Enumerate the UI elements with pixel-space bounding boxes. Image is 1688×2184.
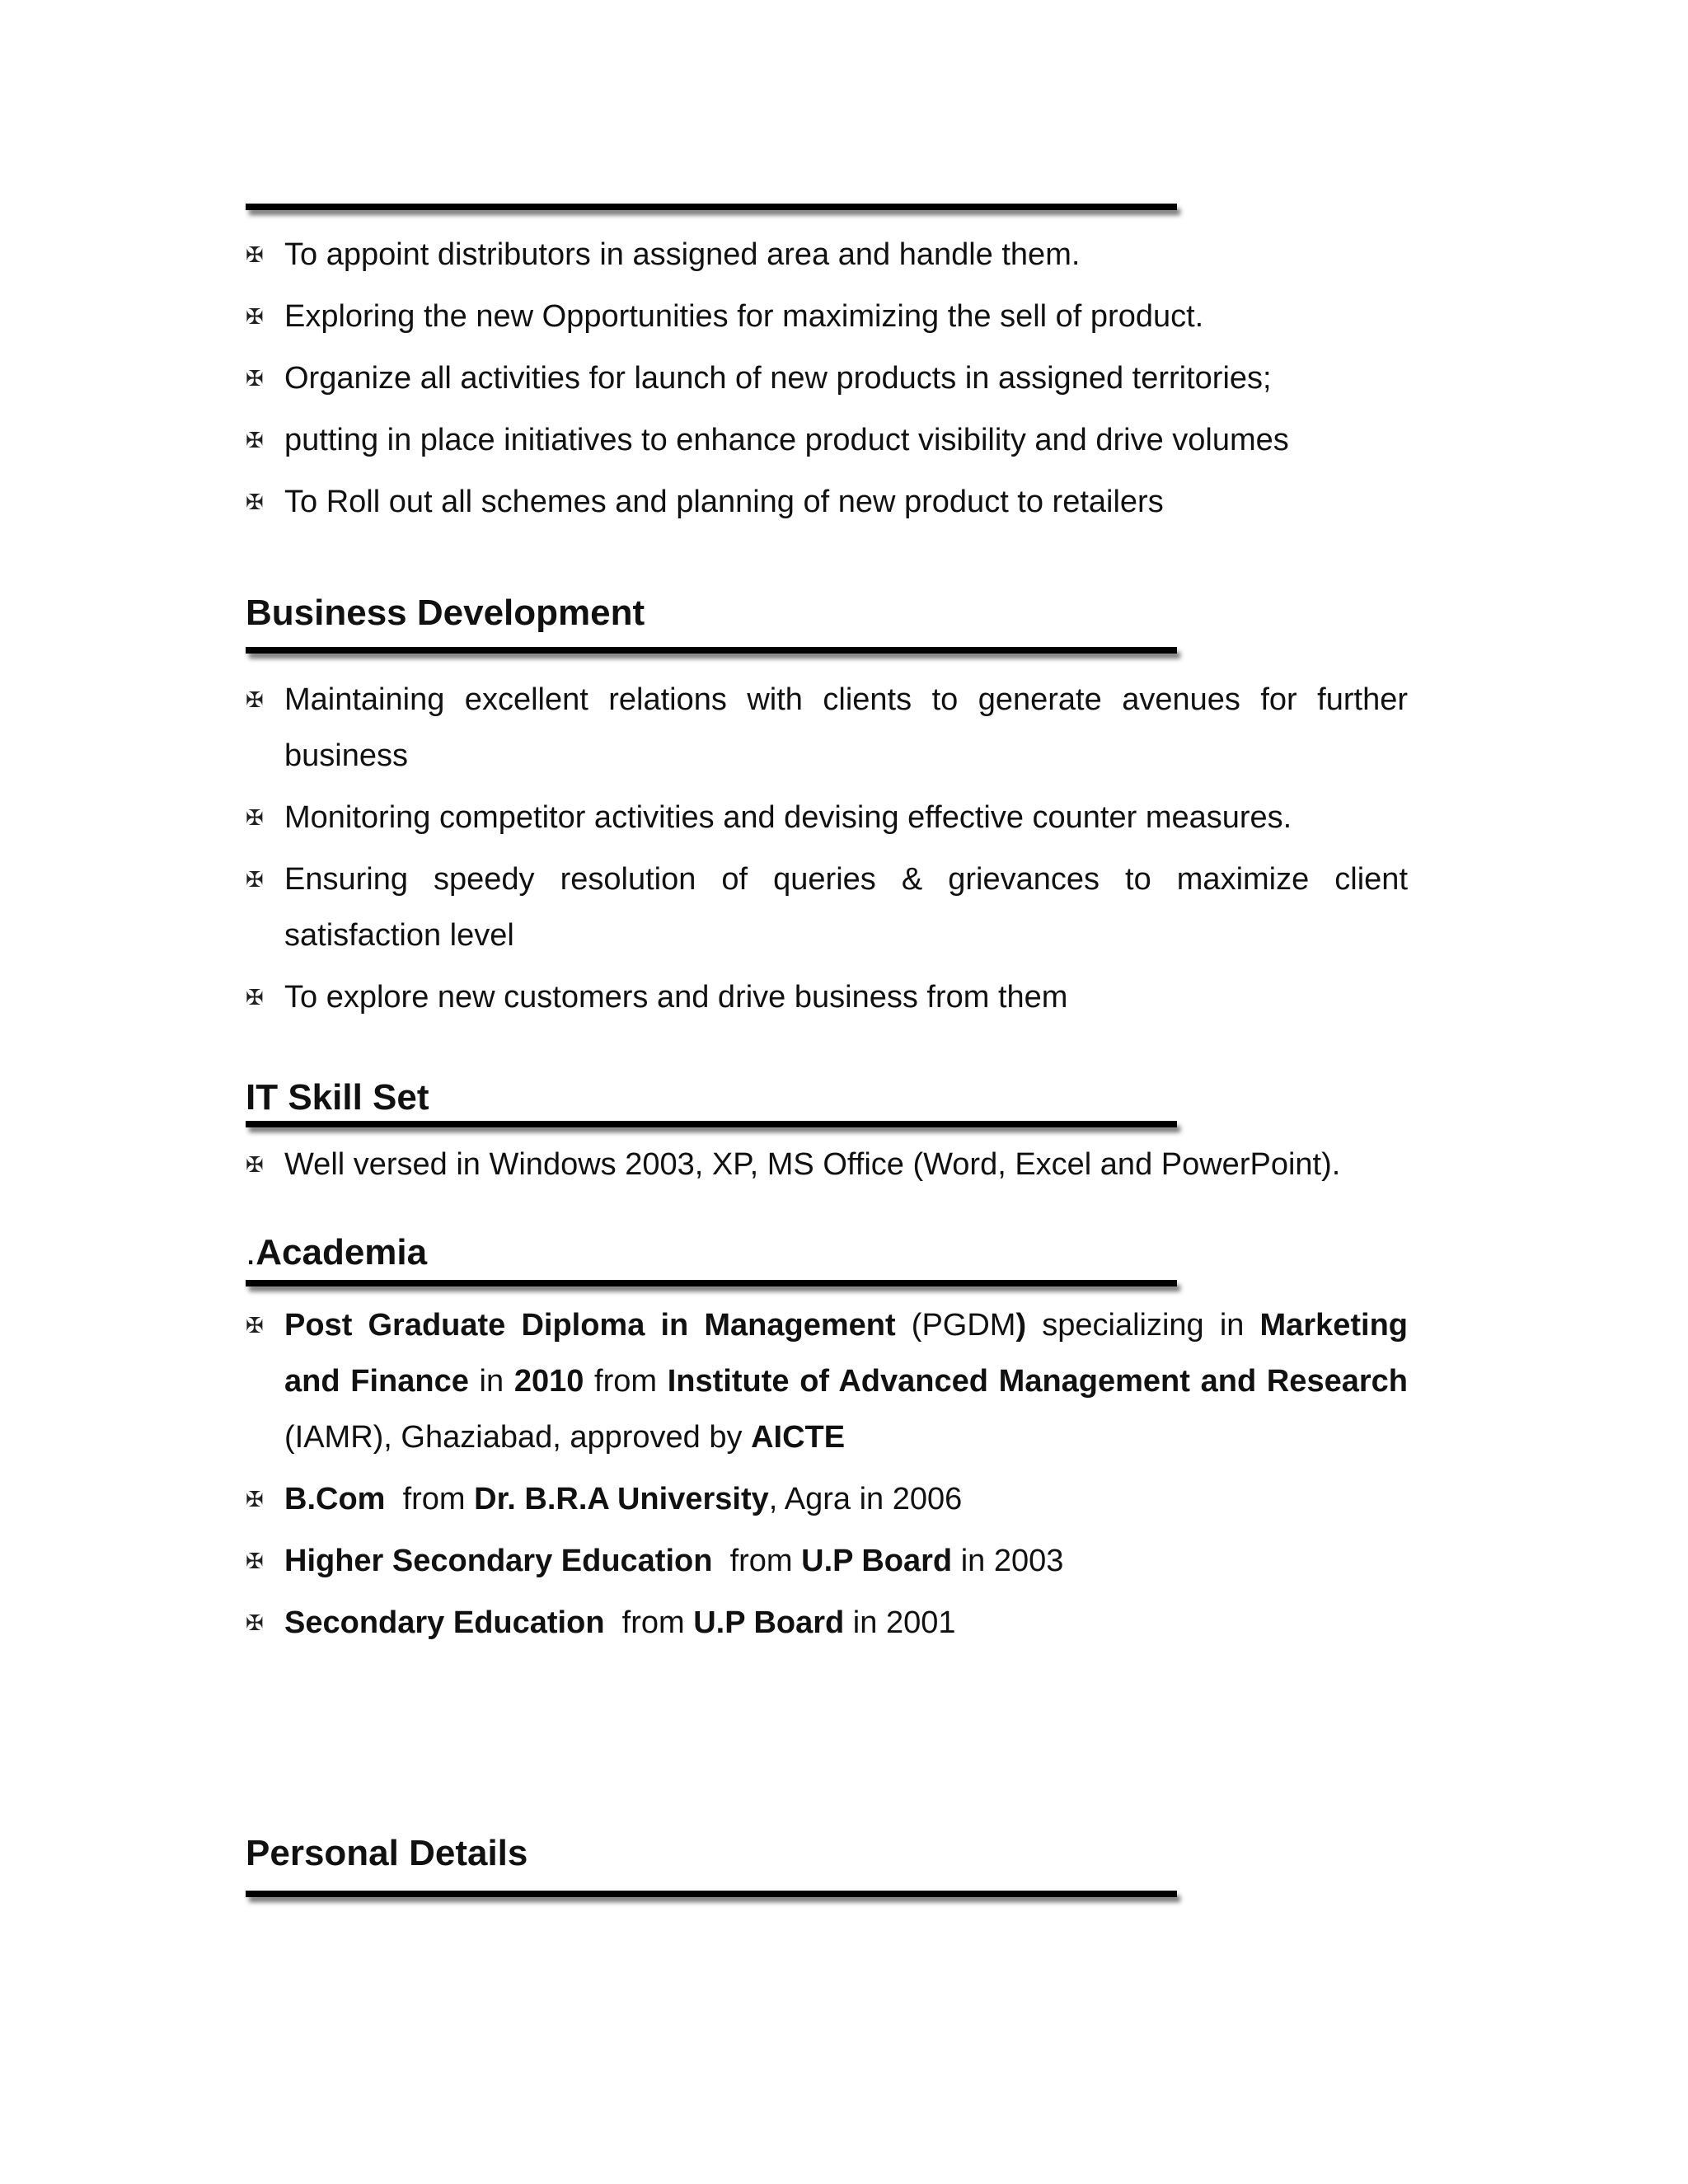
list-item: ✠ To explore new customers and drive business from them bbox=[246, 969, 1408, 1025]
maltese-cross-icon: ✠ bbox=[246, 428, 264, 452]
maltese-cross-icon: ✠ bbox=[246, 867, 264, 892]
section-divider bbox=[246, 1280, 1177, 1286]
responsibilities-list bbox=[246, 227, 1408, 536]
section-divider bbox=[246, 1121, 1177, 1127]
it-skill-set-heading: IT Skill Set bbox=[246, 1077, 429, 1118]
list-item: ✠ putting in place initiatives to enhance product visibility and drive volumes bbox=[246, 412, 1408, 468]
maltese-cross-icon: ✠ bbox=[246, 242, 264, 267]
maltese-cross-icon: ✠ bbox=[246, 1549, 264, 1573]
maltese-cross-icon: ✠ bbox=[246, 304, 264, 329]
list-item: ✠ Organize all activities for launch of new products in assigned territories; bbox=[246, 350, 1408, 406]
list-item: ✠ Maintaining excellent relations with clients to generate avenues for further business bbox=[246, 672, 1408, 784]
list-item: ✠ Well versed in Windows 2003, XP, MS Office (Word, Excel and PowerPoint). bbox=[246, 1137, 1408, 1193]
it-skills-list bbox=[246, 1137, 1408, 1198]
maltese-cross-icon: ✠ bbox=[246, 687, 264, 712]
maltese-cross-icon: ✠ bbox=[246, 805, 264, 830]
academia-list bbox=[246, 1297, 1408, 1657]
maltese-cross-icon: ✠ bbox=[246, 366, 264, 391]
personal-details-heading: Personal Details bbox=[246, 1833, 528, 1873]
list-item: ✠ B.Com from Dr. B.R.A University, Agra in 2006 bbox=[246, 1471, 1408, 1527]
list-item: ✠ Secondary Education from U.P Board in 2001 bbox=[246, 1595, 1408, 1651]
list-item: ✠ Higher Secondary Education from U.P Board in 2003 bbox=[246, 1533, 1408, 1589]
list-item: ✠ Monitoring competitor activities and devising effective counter measures. bbox=[246, 790, 1408, 846]
academia-heading: .Academia bbox=[246, 1232, 428, 1272]
maltese-cross-icon: ✠ bbox=[246, 490, 264, 514]
list-item: ✠ Post Graduate Diploma in Management (PGDM) specializing in Marketing and Finance in 2010 from Institute of Advanced Management and Research (IAMR), Ghaziabad, approved by AICTE bbox=[246, 1297, 1408, 1465]
business-development-list bbox=[246, 672, 1408, 1031]
section-divider bbox=[246, 1891, 1177, 1897]
list-item: ✠ To appoint distributors in assigned area and handle them. bbox=[246, 227, 1408, 283]
section-divider bbox=[246, 204, 1177, 210]
list-item: ✠ To Roll out all schemes and planning of new product to retailers bbox=[246, 474, 1408, 530]
section-divider bbox=[246, 647, 1177, 654]
maltese-cross-icon: ✠ bbox=[246, 1487, 264, 1511]
business-development-heading: Business Development bbox=[246, 593, 645, 633]
maltese-cross-icon: ✠ bbox=[246, 1152, 264, 1177]
maltese-cross-icon: ✠ bbox=[246, 1313, 264, 1338]
maltese-cross-icon: ✠ bbox=[246, 1610, 264, 1635]
list-item: ✠ Ensuring speedy resolution of queries & grievances to maximize client satisfaction level bbox=[246, 851, 1408, 963]
list-item: ✠ Exploring the new Opportunities for maximizing the sell of product. bbox=[246, 288, 1408, 344]
maltese-cross-icon: ✠ bbox=[246, 985, 264, 1010]
